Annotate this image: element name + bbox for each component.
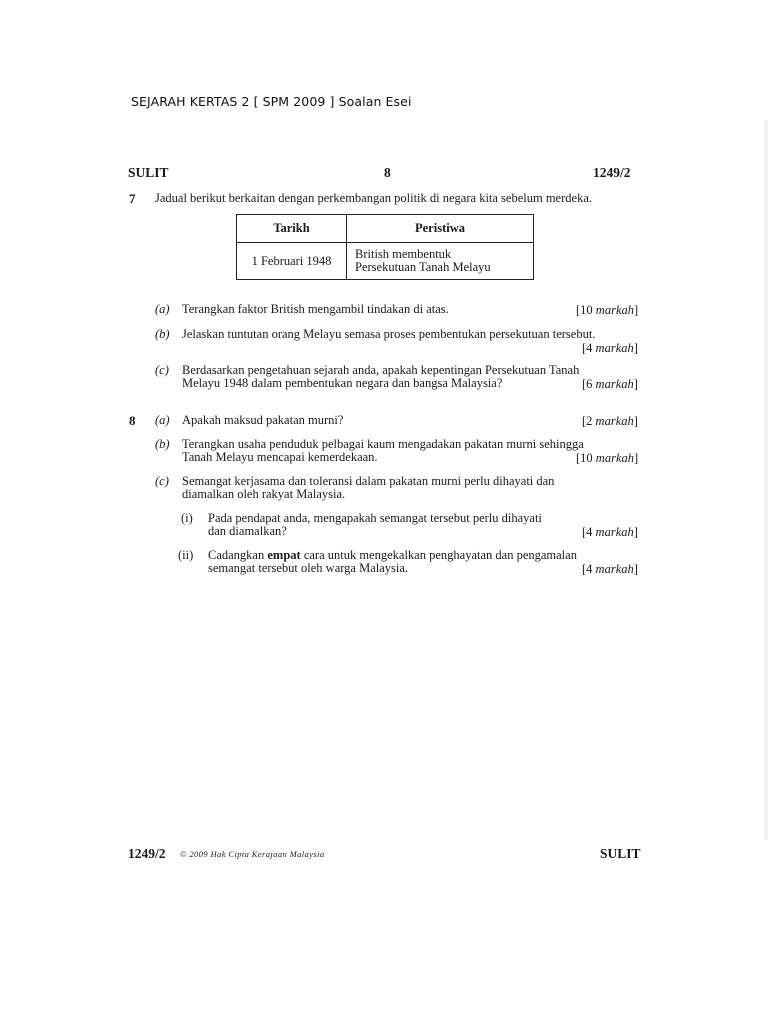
table-row — [237, 243, 534, 280]
events-table — [236, 214, 534, 280]
q7c-marks: [6 markah] — [582, 377, 638, 391]
q7b-marks: [4 markah] — [582, 341, 638, 355]
q7c-line2: Melayu 1948 dalam pembentukan negara dan bangsa Malaysia? — [182, 376, 503, 390]
q8ci-line2: dan diamalkan? — [208, 524, 287, 538]
question-7-number: 7 — [129, 191, 136, 206]
footer-sulit: SULIT — [600, 846, 641, 861]
header-page-number: 8 — [384, 165, 391, 180]
q8ci-marks: [4 markah] — [582, 525, 638, 539]
q8cii-line1: Cadangkan empat cara untuk mengekalkan penghayatan dan pengamalan — [208, 548, 577, 562]
q8a-marks: [2 markah] — [582, 414, 638, 428]
table-header-row — [237, 215, 534, 243]
q8b-label: (b) — [155, 437, 170, 451]
scan-edge-shadow — [764, 120, 768, 840]
q8cii-line2: semangat tersebut oleh warga Malaysia. — [208, 561, 409, 575]
q7c-label: (c) — [155, 363, 169, 377]
header-sulit: SULIT — [128, 165, 169, 180]
q7c-line1: Berdasarkan pengetahuan sejarah anda, apakah kepentingan Persekutuan Tanah — [182, 363, 580, 377]
q8ci-line1: Pada pendapat anda, mengapakah semangat tersebut perlu dihayati — [208, 511, 542, 525]
q7a-text: Terangkan faktor British mengambil tindakan di atas. — [182, 302, 449, 316]
q7a-marks: [10 markah] — [576, 303, 639, 317]
question-7-intro: Jadual berikut berkaitan dengan perkembangan politik di negara kita sebelum merdeka. — [155, 191, 592, 205]
table-header-date: Tarikh — [237, 215, 347, 243]
footer-copyright: © 2009 Hak Cipta Kerajaan Malaysia — [180, 849, 325, 859]
table-header-event: Peristiwa — [347, 215, 534, 243]
q7b-text: Jelaskan tuntutan orang Melayu semasa proses pembentukan persekutuan tersebut. — [182, 327, 596, 341]
q8b-marks: [10 markah] — [576, 451, 639, 465]
q8b-line2: Tanah Melayu mencapai kemerdekaan. — [182, 450, 378, 464]
q8c-line2: diamalkan oleh rakyat Malaysia. — [182, 487, 346, 501]
footer-paper-code: 1249/2 — [128, 846, 166, 861]
q8cii-label: (ii) — [178, 548, 194, 562]
q8cii-marks: [4 markah] — [582, 562, 638, 576]
document-caption: SEJARAH KERTAS 2 [ SPM 2009 ] Soalan Esei — [131, 94, 412, 109]
q8a-text: Apakah maksud pakatan murni? — [182, 413, 344, 427]
q8a-label: (a) — [155, 413, 170, 427]
table-cell-date: 1 Februari 1948 — [237, 243, 347, 280]
q8c-line1: Semangat kerjasama dan toleransi dalam pakatan murni perlu dihayati dan — [182, 474, 555, 488]
q8ci-label: (i) — [181, 511, 193, 525]
q8b-line1: Terangkan usaha penduduk pelbagai kaum mengadakan pakatan murni sehingga — [182, 437, 584, 451]
header-paper-code: 1249/2 — [593, 165, 631, 180]
table-cell-event-line2: Persekutuan Tanah Melayu — [355, 260, 491, 274]
question-8-number: 8 — [129, 413, 136, 428]
q8c-label: (c) — [155, 474, 169, 488]
q7a-label: (a) — [155, 302, 170, 316]
q7b-label: (b) — [155, 327, 170, 341]
table-cell-event-line1: British membentuk — [355, 247, 452, 261]
table-cell-event — [347, 243, 534, 280]
